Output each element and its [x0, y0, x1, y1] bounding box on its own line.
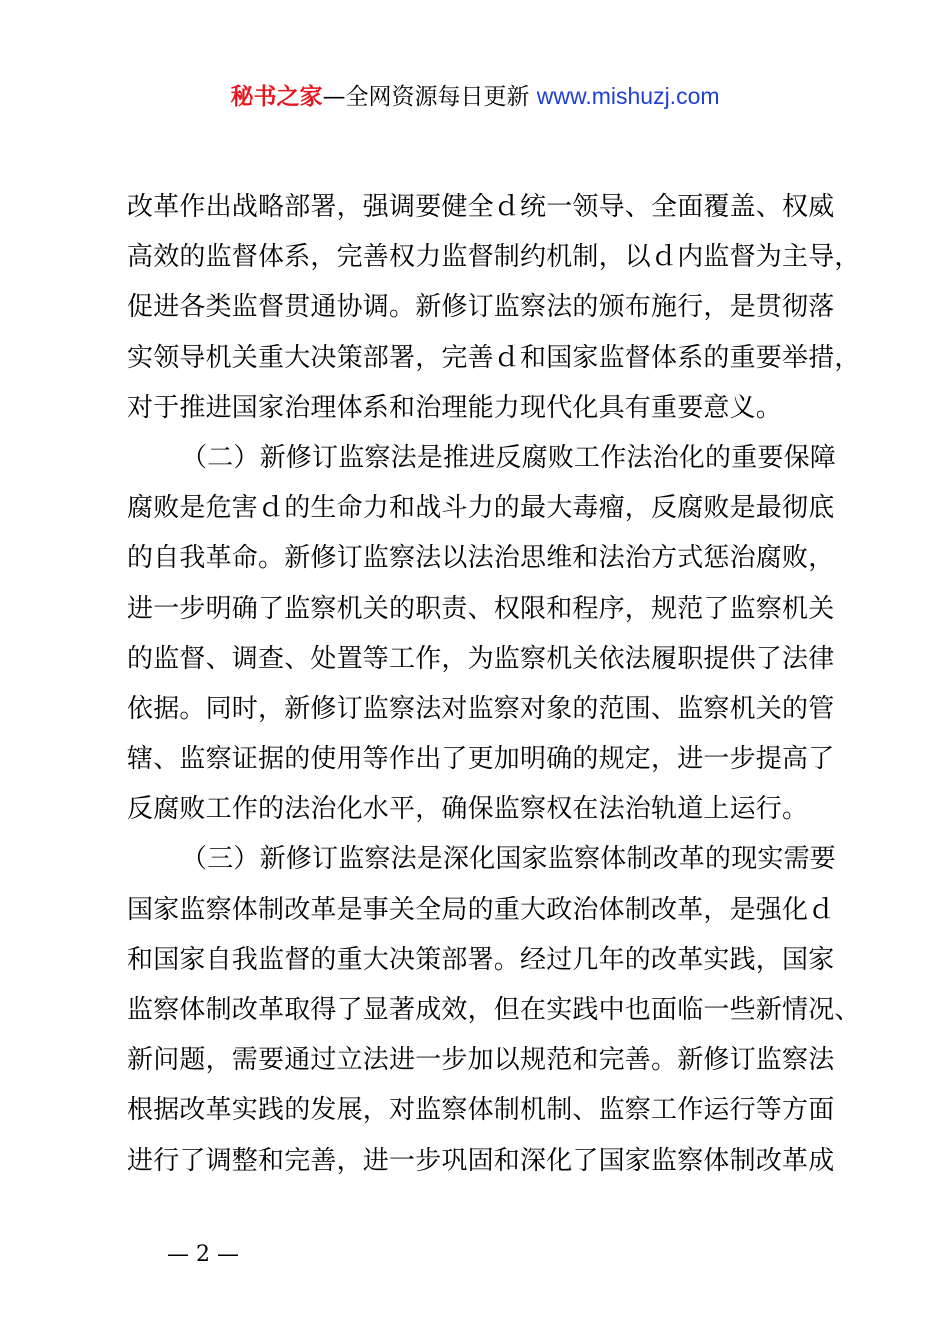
text-line: 改革作出战略部署，强调要健全ｄ统一领导、全面覆盖、权威	[127, 192, 835, 222]
text-line: 依据。同时，新修订监察法对监察对象的范围、监察机关的管	[127, 693, 835, 724]
text-line: 反腐败工作的法治化水平，确保监察权在法治轨道上运行。	[127, 794, 809, 825]
site-header	[0, 80, 950, 113]
brand-name: 秘书之家	[230, 84, 323, 110]
text-line: 和国家自我监督的重大决策部署。经过几年的改革实践，国家	[127, 944, 835, 975]
text-line: 对于推进国家治理体系和治理能力现代化具有重要意义。	[127, 392, 783, 423]
text-line: 新问题，需要通过立法进一步加以规范和完善。新修订监察法	[127, 1045, 835, 1076]
page-number: — 2 —	[167, 1242, 239, 1267]
text-line: 辖、监察证据的使用等作出了更加明确的规定，进一步提高了	[127, 744, 835, 775]
text-line: 根据改革实践的发展，对监察体制机制、监察工作运行等方面	[127, 1095, 835, 1126]
text-line: 的监督、调查、处置等工作，为监察机关依法履职提供了法律	[127, 643, 835, 674]
document-body	[127, 182, 861, 1186]
text-line: 腐败是危害ｄ的生命力和战斗力的最大毒瘤，反腐败是最彻底	[127, 493, 835, 524]
section-heading-2: （二）新修订监察法是推进反腐败工作法治化的重要保障	[181, 442, 837, 473]
text-line: 进行了调整和完善，进一步巩固和深化了国家监察体制改革成	[127, 1145, 835, 1176]
section-heading-3: （三）新修订监察法是深化国家监察体制改革的现实需要	[181, 844, 837, 875]
text-line: 的自我革命。新修订监察法以法治思维和法治方式惩治腐败，	[127, 543, 835, 574]
text-line: 进一步明确了监察机关的职责、权限和程序，规范了监察机关	[127, 593, 835, 624]
text-line: 实领导机关重大决策部署，完善ｄ和国家监督体系的重要举措，	[127, 342, 861, 373]
header-tagline: —全网资源每日更新	[322, 84, 537, 110]
text-line: 监察体制改革取得了显著成效，但在实践中也面临一些新情况、	[127, 995, 861, 1025]
text-line: 促进各类监督贯通协调。新修订监察法的颁布施行，是贯彻落	[127, 292, 835, 323]
site-url-link[interactable]: www.mishuzj.com	[536, 83, 720, 109]
text-line: 国家监察体制改革是事关全局的重大政治体制改革，是强化ｄ	[127, 894, 835, 925]
text-line: 高效的监督体系，完善权力监督制约机制，以ｄ内监督为主导，	[127, 242, 861, 273]
